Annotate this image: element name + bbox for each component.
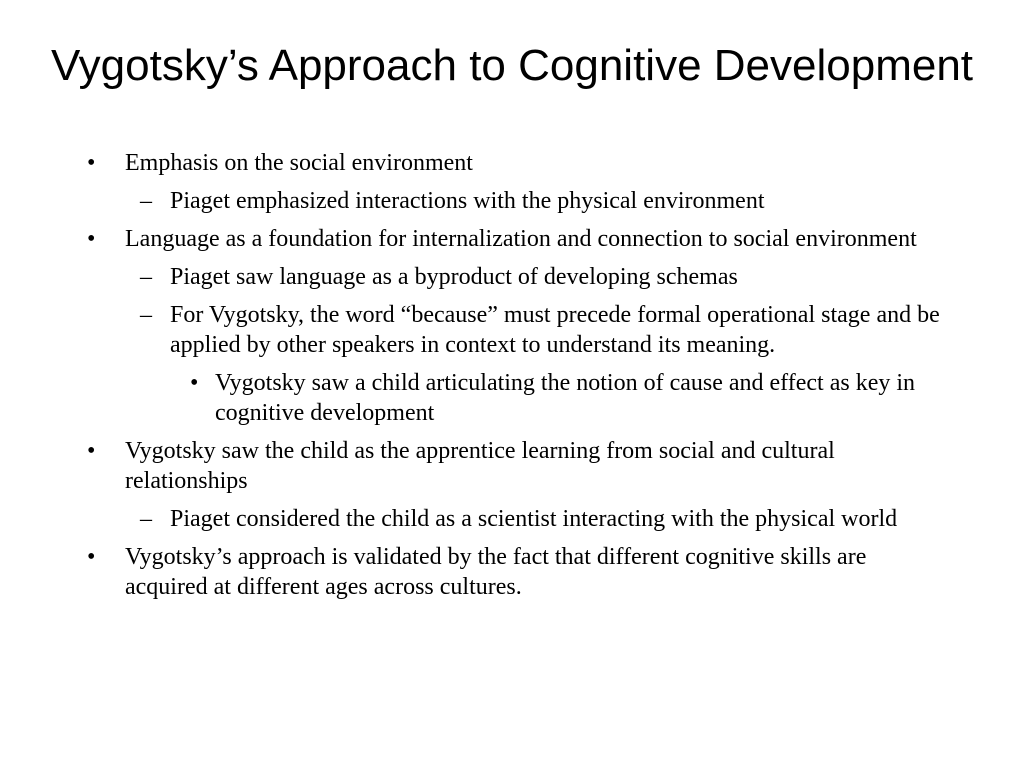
bullet-text: For Vygotsky, the word “because” must precede formal operational stage and be applied by other speakers in context to understand its meaning. <box>170 302 940 358</box>
bullet-item-4 <box>0 262 1024 292</box>
bullet-marker: • <box>87 226 96 252</box>
bullet-text: Vygotsky saw a child articulating the notion of cause and effect as key in cognitive development <box>215 370 916 426</box>
bullet-item-9 <box>0 542 1024 602</box>
bullet-text: Piaget emphasized interactions with the physical environment <box>170 188 765 214</box>
bullet-marker: – <box>140 506 152 532</box>
bullet-marker: • <box>87 438 96 464</box>
bullet-text: Language as a foundation for internalization and connection to social environment <box>125 226 917 252</box>
bullet-item-2 <box>0 186 1024 216</box>
bullet-item-1 <box>0 148 1024 178</box>
bullet-text: Emphasis on the social environment <box>125 150 473 176</box>
bullet-text: Vygotsky’s approach is validated by the fact that different cognitive skills are acquired at different ages across cultures. <box>125 544 867 600</box>
bullet-item-3 <box>0 224 1024 254</box>
bullet-item-5 <box>0 300 1024 360</box>
bullet-list <box>0 140 1024 602</box>
bullet-marker: • <box>87 544 96 570</box>
bullet-marker: – <box>140 302 152 328</box>
bullet-marker: – <box>140 188 152 214</box>
bullet-item-6 <box>0 368 1024 428</box>
bullet-item-7 <box>0 436 1024 496</box>
bullet-text: Piaget saw language as a byproduct of developing schemas <box>170 264 738 290</box>
bullet-text: Piaget considered the child as a scientist interacting with the physical world <box>170 506 898 532</box>
bullet-text: Vygotsky saw the child as the apprentice learning from social and cultural relationships <box>125 438 835 494</box>
bullet-marker: • <box>87 150 96 176</box>
bullet-marker: – <box>140 264 152 290</box>
slide-title: Vygotsky’s Approach to Cognitive Development <box>50 41 974 90</box>
bullet-item-8 <box>0 504 1024 534</box>
bullet-marker: • <box>190 370 199 396</box>
